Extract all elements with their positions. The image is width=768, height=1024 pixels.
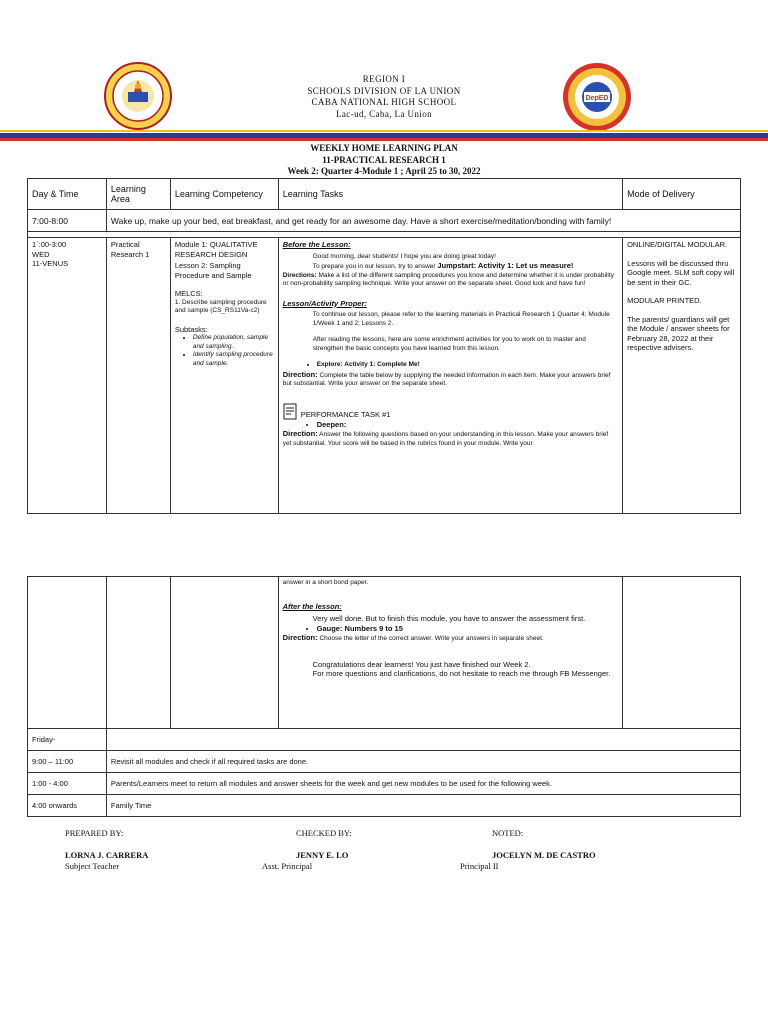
table-row	[28, 577, 741, 729]
col-learning-area: Learning Area	[106, 179, 170, 210]
performance-task-label: PERFORMANCE TASK #1	[300, 410, 391, 419]
friday-time: 9:00 – 11:00	[28, 751, 107, 773]
gauge-direction: Choose the letter of the correct answer. Write your answers in separate sheet.	[319, 635, 544, 642]
table-row	[28, 773, 741, 795]
continued-table	[27, 576, 741, 817]
prepared-label: PREPARED BY:	[65, 828, 124, 838]
table-row	[28, 751, 741, 773]
table-row	[28, 238, 741, 514]
lesson-title: Lesson 2: Sampling Procedure and Sample	[174, 261, 252, 280]
short-bond-text: answer in a short bond paper.	[282, 579, 369, 586]
friday-text: Family Time	[106, 795, 740, 817]
continue-text: To continue our lesson, please refer to the learning materials in Practical Research 1 Quarter 4; Module 1/Week 1 and 2; Lessons 2.	[312, 311, 610, 327]
session-time: 1`:00-3:00	[32, 240, 67, 249]
col-day-time: Day & Time	[28, 179, 107, 210]
direction-label: Direction:	[282, 633, 318, 642]
checked-name: JENNY E. LO	[296, 850, 349, 860]
explore-direction: Complete the table below by supplying the needed information in each item. Make your answers brief but substantial. Write your answer on the separate sheet.	[282, 371, 611, 387]
checked-title: Asst. Principal	[262, 861, 313, 871]
delivery-printed: MODULAR PRINTED.	[627, 296, 702, 305]
division-label: SCHOOLS DIVISION OF LA UNION	[307, 86, 461, 96]
prepared-title: Subject Teacher	[65, 861, 120, 871]
friday-text: Revisit all modules and check if all required tasks are done.	[106, 751, 740, 773]
address-label: Lac-ud, Caba, La Union	[335, 109, 433, 119]
school-label: CABA NATIONAL HIGH SCHOOL	[311, 97, 457, 107]
subtasks-label: Subtasks:	[174, 324, 208, 334]
directions-label: Directions:	[282, 271, 317, 279]
jumpstart-label: Jumpstart: Activity 1: Let us measure!	[437, 261, 574, 270]
learning-area: Practical Research 1	[110, 240, 150, 259]
module-title: Module 1: QUALITATIVE RESEARCH DESIGN	[174, 240, 258, 259]
melcs-text: 1. Describe sampling procedure and sample (CS_RS11Va-c2)	[174, 298, 267, 314]
noted-name: JOCELYN M. DE CASTRO	[492, 850, 596, 860]
table-row	[28, 729, 741, 751]
col-tasks: Learning Tasks	[278, 179, 622, 210]
lesson-proper-heading: Lesson/Activity Proper:	[282, 298, 367, 308]
delivery-parents: The parents/ guardians will get the Module / answer sheets for February 28, 2022 at their respective advisers.	[627, 314, 730, 352]
morning-time: 7:00-8:00	[28, 210, 107, 232]
noted-title: Principal II	[460, 861, 499, 871]
svg-text:DepED: DepED	[585, 95, 609, 102]
melcs-label: MELCS:	[174, 289, 203, 298]
friday-time: 1:00 - 4:00	[28, 773, 107, 795]
plan-subject: 11-PRACTICAL RESEARCH 1	[322, 155, 446, 165]
task-document-icon	[283, 403, 297, 420]
friday-label: Friday-	[28, 729, 107, 751]
region-label: REGION I	[362, 74, 406, 84]
session-day: WED	[32, 249, 50, 259]
direction-label: Direction:	[282, 369, 318, 379]
after-reading-text: After reading the lessons, here are some enrichment activities for you to work on to master and strengthen the basic concepts you have learned from this lesson.	[312, 336, 586, 352]
noted-label: NOTED:	[492, 828, 524, 838]
plan-week: Week 2: Quarter 4-Module 1 ; April 25 to 30, 2022	[287, 166, 481, 176]
prepare-text: To prepare you in our lesson, try to answer	[312, 263, 436, 270]
delivery-google-meet: Lessons will be discussed thru Google meet. SLM soft copy will be sent in their GC.	[627, 258, 735, 287]
checked-label: CHECKED BY:	[296, 828, 352, 838]
table-row	[28, 210, 741, 232]
col-competency: Learning Competency	[170, 179, 278, 210]
gauge-item: • Gauge: Numbers 9 to 15	[317, 624, 619, 634]
morning-text: Wake up, make up your bed, eat breakfast, and get ready for an awesome day. Have a short exercise/meditation/bonding with family!	[106, 210, 740, 232]
prepared-name: LORNA J. CARRERA	[65, 850, 149, 860]
questions-text: For more questions and clarifications, do not hesitate to reach me through FB Messenger.	[312, 669, 611, 678]
greeting-text: Good morning, dear students! I hope you are doing great today!	[312, 252, 496, 260]
friday-text: Parents/Learners meet to return all modules and answer sheets for the week and get new modules to be used for the following week.	[106, 773, 740, 795]
table-header-row	[28, 179, 741, 210]
subtask-item: • Identify sampling procedure and sample.	[193, 351, 274, 368]
plan-title: WEEKLY HOME LEARNING PLAN	[310, 143, 458, 153]
directions-text: Make a list of the different sampling procedures you know and determine whether it is under probability or non-probability sampling technique. Write your answer on the separate sheet. Good luck and have fun!	[282, 271, 614, 287]
table-row	[28, 795, 741, 817]
deepen-item: • Deepen:	[317, 420, 618, 430]
congrats-text: Congratulations dear learners! You just have finished our Week 2.	[312, 659, 531, 669]
explore-item: • Explore: Activity 1: Complete Me!	[317, 361, 618, 370]
after-lesson-heading: After the lesson:	[282, 601, 342, 611]
finish-text: Very well done. But to finish this module, you have to answer the assessment first.	[312, 614, 586, 623]
session-section: 11-VENUS	[32, 259, 69, 268]
subtask-item: • Define population, sample and sampling.	[193, 334, 274, 351]
deepen-direction: Answer the following questions based on your understanding in this lesson. Make your answers brief yet substantial. Your score will be based in the rubrics found in your module. Write your	[282, 431, 609, 447]
delivery-online: ONLINE/DIGITAL MODULAR.	[627, 240, 728, 249]
before-lesson-heading: Before the Lesson:	[282, 240, 351, 249]
learning-plan-table	[27, 178, 741, 514]
friday-time: 4:00 onwards	[28, 795, 107, 817]
direction-label: Direction:	[282, 429, 318, 438]
col-delivery: Mode of Delivery	[623, 179, 741, 210]
